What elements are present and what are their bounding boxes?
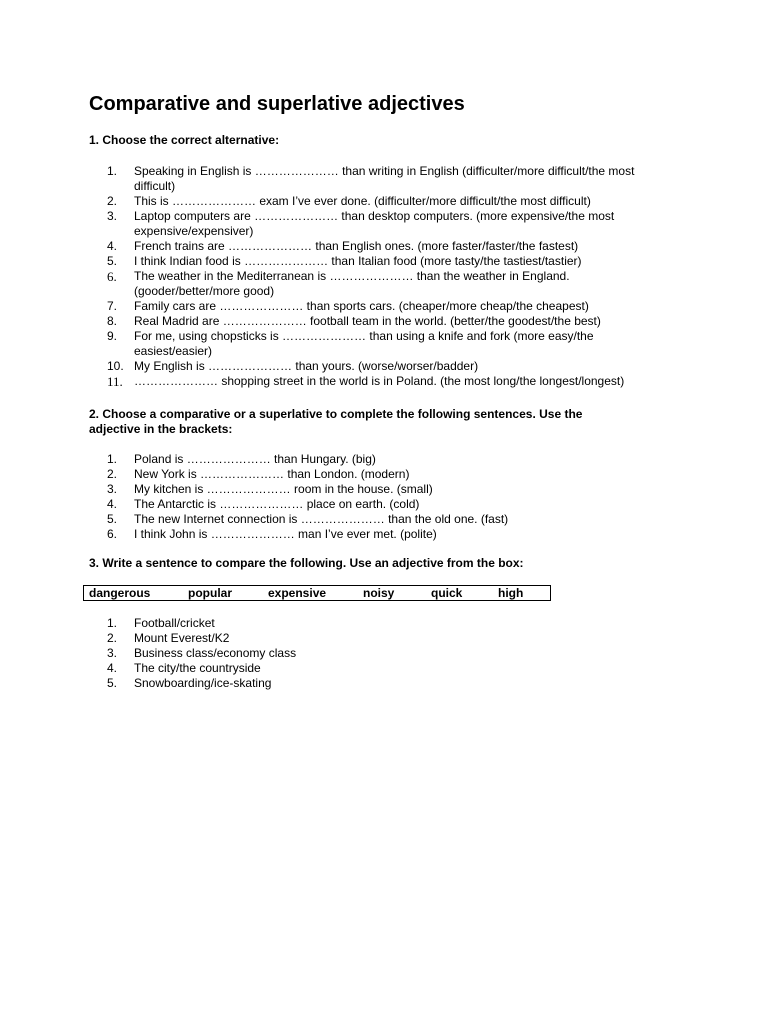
box-word: dangerous bbox=[89, 586, 151, 600]
list-item bbox=[107, 482, 659, 497]
item-text: I think John is ………………… man I’ve ever met. (polite) bbox=[134, 527, 437, 541]
item-number: 5. bbox=[107, 676, 118, 690]
item-number: 1. bbox=[107, 164, 118, 178]
item-number: 10. bbox=[107, 359, 124, 373]
item-number: 7. bbox=[107, 299, 118, 313]
list-item bbox=[107, 314, 659, 329]
item-number: 2. bbox=[107, 631, 118, 645]
item-number: 8. bbox=[107, 314, 118, 328]
list-item bbox=[107, 616, 659, 631]
item-text: Laptop computers are ………………… than desktop computers. (more expensive/the most expensive/expensiver) bbox=[134, 209, 615, 238]
section2-heading: 2. Choose a comparative or a superlative to complete the following sentences. Use the adjective in the brackets: bbox=[89, 407, 583, 436]
list-item bbox=[107, 512, 659, 527]
item-number: 3. bbox=[107, 482, 118, 496]
item-text: Mount Everest/K2 bbox=[134, 631, 230, 645]
item-text: I think Indian food is ………………… than Italian food (more tasty/the tastiest/tastier) bbox=[134, 254, 582, 268]
item-text: Business class/economy class bbox=[134, 646, 297, 660]
item-number: 1. bbox=[107, 452, 118, 466]
item-number: 3. bbox=[107, 209, 118, 223]
list-item bbox=[107, 299, 659, 314]
list-item bbox=[107, 661, 659, 676]
item-number: 5. bbox=[107, 254, 118, 268]
item-text: Snowboarding/ice-skating bbox=[134, 676, 272, 690]
item-text: Football/cricket bbox=[134, 616, 215, 630]
item-number: 6. bbox=[107, 527, 118, 541]
list-item bbox=[107, 254, 659, 269]
item-number: 4. bbox=[107, 497, 118, 511]
item-number: 9. bbox=[107, 329, 118, 343]
list-item bbox=[107, 359, 659, 374]
list-item bbox=[107, 374, 659, 389]
item-text: Real Madrid are ………………… football team in the world. (better/the goodest/the best) bbox=[134, 314, 601, 328]
list-item bbox=[107, 239, 659, 254]
item-number: 11. bbox=[107, 374, 123, 389]
list-item bbox=[107, 527, 659, 542]
item-text: The weather in the Mediterranean is ………………… than the weather in England. (gooder/better/more good) bbox=[134, 269, 570, 298]
list-item bbox=[107, 164, 659, 194]
section2-list bbox=[107, 452, 659, 542]
item-number: 1. bbox=[107, 616, 118, 630]
list-item bbox=[107, 497, 659, 512]
item-text: New York is ………………… than London. (modern) bbox=[134, 467, 410, 481]
box-word: popular bbox=[188, 586, 232, 600]
item-text: For me, using chopsticks is ………………… than using a knife and fork (more easy/the easiest/easier) bbox=[134, 329, 594, 358]
section3-list bbox=[107, 616, 659, 691]
item-text: Speaking in English is ………………… than writing in English (difficulter/more difficult/the most difficult) bbox=[134, 164, 635, 193]
item-text: The new Internet connection is ………………… than the old one. (fast) bbox=[134, 512, 509, 526]
item-text: This is ………………… exam I’ve ever done. (difficulter/more difficult/the most difficult) bbox=[134, 194, 591, 208]
page-title: Comparative and superlative adjectives bbox=[89, 93, 465, 115]
list-item bbox=[107, 467, 659, 482]
section1-list bbox=[107, 164, 659, 389]
item-number: 6. bbox=[107, 269, 117, 284]
box-word: noisy bbox=[363, 586, 395, 600]
item-text: My English is ………………… than yours. (worse/worser/badder) bbox=[134, 359, 479, 373]
item-text: Poland is ………………… than Hungary. (big) bbox=[134, 452, 376, 466]
list-item bbox=[107, 269, 659, 299]
list-item bbox=[107, 452, 659, 467]
item-text: The city/the countryside bbox=[134, 661, 261, 675]
item-text: French trains are ………………… than English ones. (more faster/faster/the fastest) bbox=[134, 239, 579, 253]
list-item bbox=[107, 329, 659, 359]
item-text: ………………… shopping street in the world is in Poland. (the most long/the longest/longest) bbox=[134, 374, 625, 388]
item-number: 4. bbox=[107, 661, 118, 675]
box-word: quick bbox=[431, 586, 463, 600]
list-item bbox=[107, 646, 659, 661]
list-item bbox=[107, 631, 659, 646]
box-word: high bbox=[498, 586, 524, 600]
list-item bbox=[107, 209, 659, 239]
item-number: 4. bbox=[107, 239, 118, 253]
item-number: 2. bbox=[107, 194, 118, 208]
section1-heading: 1. Choose the correct alternative: bbox=[89, 133, 280, 147]
section3-heading: 3. Write a sentence to compare the following. Use an adjective from the box: bbox=[89, 556, 524, 570]
box-word: expensive bbox=[268, 586, 327, 600]
list-item bbox=[107, 676, 659, 691]
item-number: 3. bbox=[107, 646, 118, 660]
item-text: The Antarctic is ………………… place on earth. (cold) bbox=[134, 497, 420, 511]
list-item bbox=[107, 194, 659, 209]
item-number: 2. bbox=[107, 467, 118, 481]
item-number: 5. bbox=[107, 512, 118, 526]
item-text: My kitchen is ………………… room in the house. (small) bbox=[134, 482, 433, 496]
item-text: Family cars are ………………… than sports cars. (cheaper/more cheap/the cheapest) bbox=[134, 299, 589, 313]
adjective-word-box bbox=[83, 585, 551, 601]
